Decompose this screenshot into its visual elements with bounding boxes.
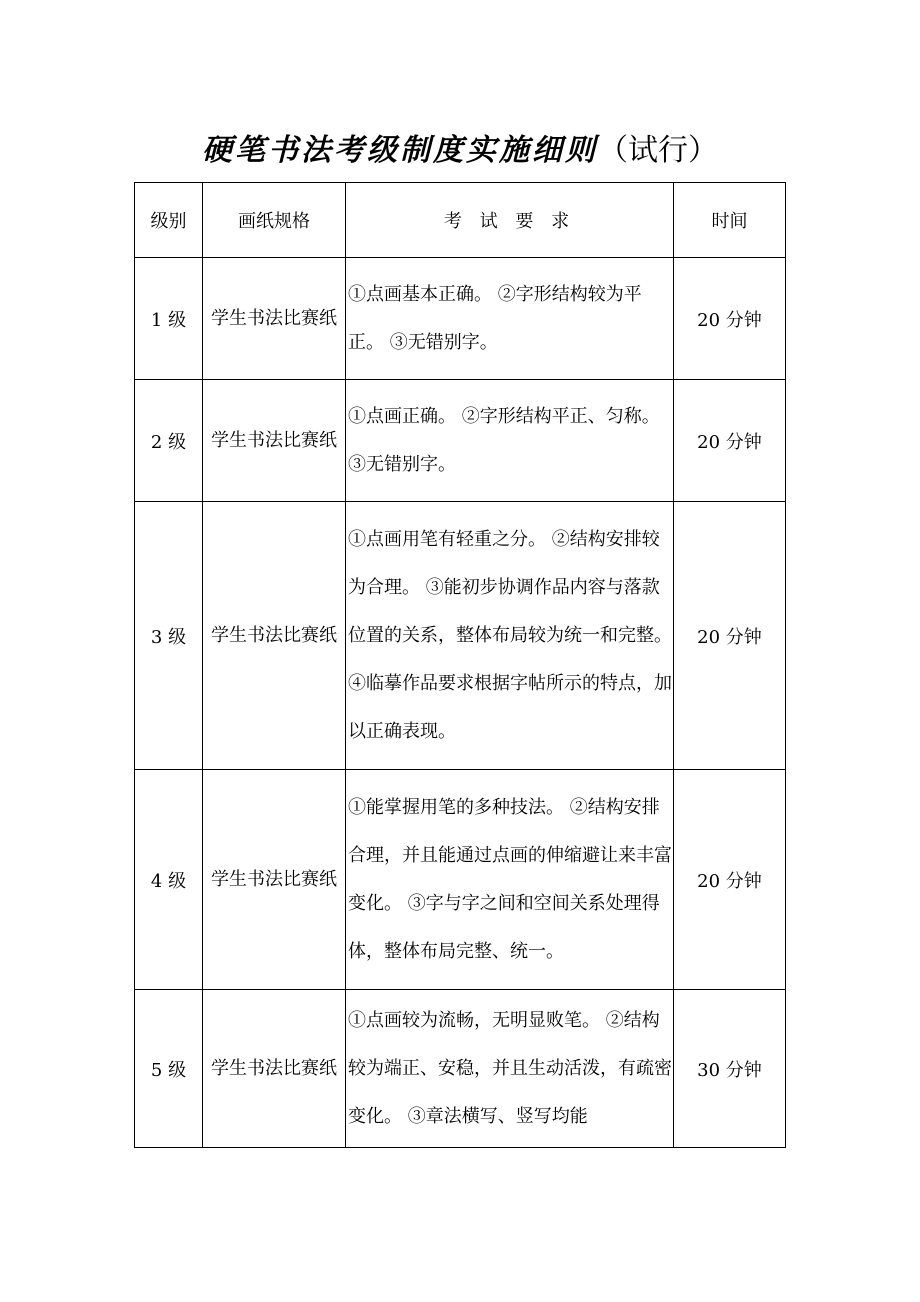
document-title — [0, 126, 920, 176]
table-row — [135, 502, 786, 770]
row-requirements-text: ①点画正确。 ②字形结构平正、匀称。 ③无错别字。 — [348, 405, 660, 475]
row-paper: 学生书法比赛纸 — [203, 990, 346, 1148]
row-requirements — [346, 380, 674, 502]
table-row — [135, 990, 786, 1148]
row-time: 30 分钟 — [674, 990, 786, 1148]
table-row — [135, 770, 786, 990]
row-requirements — [346, 770, 674, 990]
row-level: 4 级 — [135, 770, 203, 990]
row-requirements — [346, 258, 674, 380]
title-suffix: （试行） — [598, 133, 718, 168]
header-paper: 画纸规格 — [203, 183, 346, 258]
row-requirements-text: ①能掌握用笔的多种技法。 ②结构安排合理，并且能通过点画的伸缩避让来丰富变化。 ③字与字之间和空间关系处理得体，整体布局完整、统一。 — [348, 796, 672, 962]
table-row — [135, 258, 786, 380]
exam-requirements-table — [134, 182, 786, 1148]
row-time: 20 分钟 — [674, 258, 786, 380]
row-requirements-text: ①点画用笔有轻重之分。 ②结构安排较为合理。 ③能初步协调作品内容与落款位置的关系，整体布局较为统一和完整。 ④临摹作品要求根据字帖所示的特点，加以正确表现。 — [348, 528, 672, 742]
row-paper: 学生书法比赛纸 — [203, 380, 346, 502]
row-requirements — [346, 502, 674, 770]
row-level: 2 级 — [135, 380, 203, 502]
row-level: 1 级 — [135, 258, 203, 380]
row-requirements — [346, 990, 674, 1148]
header-level: 级别 — [135, 183, 203, 258]
row-level: 5 级 — [135, 990, 203, 1148]
row-time: 20 分钟 — [674, 770, 786, 990]
row-time: 20 分钟 — [674, 380, 786, 502]
row-paper: 学生书法比赛纸 — [203, 770, 346, 990]
title-main: 硬笔书法考级制度实施细则 — [202, 133, 598, 168]
table-row — [135, 380, 786, 502]
row-paper: 学生书法比赛纸 — [203, 258, 346, 380]
header-requirements: 考 试 要 求 — [346, 183, 674, 258]
row-level: 3 级 — [135, 502, 203, 770]
row-requirements-text: ①点画基本正确。 ②字形结构较为平正。 ③无错别字。 — [348, 283, 642, 353]
row-paper: 学生书法比赛纸 — [203, 502, 346, 770]
table-header-row — [135, 183, 786, 258]
row-time: 20 分钟 — [674, 502, 786, 770]
header-time: 时间 — [674, 183, 786, 258]
row-requirements-text: ①点画较为流畅，无明显败笔。 ②结构较为端正、安稳，并且生动活泼，有疏密变化。 ③章法横写、竖写均能 — [348, 1009, 672, 1127]
